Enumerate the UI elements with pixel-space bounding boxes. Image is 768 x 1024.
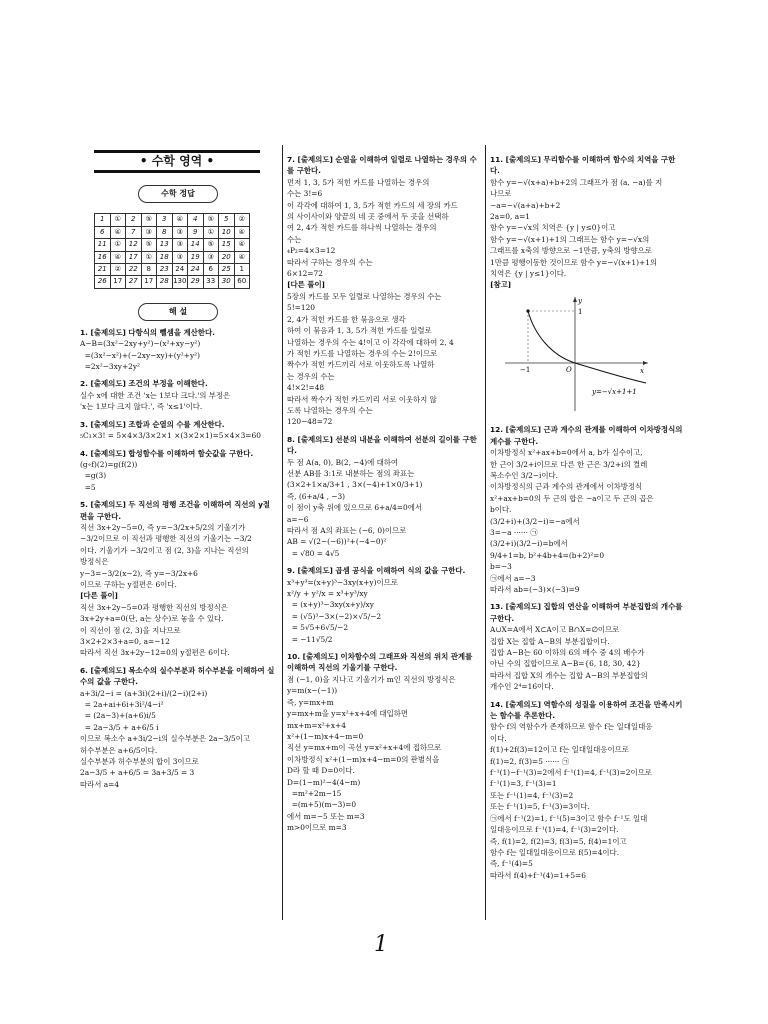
item-line: 아닌 수의 집합이므로 A−B={6, 18, 30, 42} — [490, 659, 641, 669]
item-heading: 10. [출제의도] 이차함수의 그래프와 직선의 위치 관계를 이해하여 직선의 기울기를 구한다. — [287, 652, 473, 673]
question-number: 27 — [126, 276, 142, 288]
item-line: x²+(1−m)x+4−m=0 — [287, 731, 364, 741]
item-line: mx+m=x²+x+4 — [287, 720, 346, 730]
item-line: [다른 풀이] — [80, 591, 119, 601]
question-number: 8 — [157, 226, 173, 238]
item-heading: 13. [출제의도] 집합의 연산을 이해하여 부분집합의 개수를 구한다. — [490, 602, 683, 623]
item-line: 이다. 기울기가 −3/2이고 점 (2, 3)을 지나는 직선의 — [80, 545, 249, 555]
explanation-item — [80, 448, 276, 494]
tick-label: 1 — [578, 307, 583, 316]
explanation-list — [287, 154, 481, 834]
item-line: =m²+2m−15 — [287, 788, 342, 798]
item-line: −a=−√(a+a)+b+2 — [490, 200, 561, 210]
item-line: 5장의 카드를 모두 일렬로 나열하는 경우의 수는 — [287, 291, 442, 301]
item-line: 한 근이 3/2+i이므로 다른 한 근은 3/2+i의 켤레 — [490, 459, 648, 469]
answer-value: 17 — [110, 276, 126, 288]
column-3 — [490, 148, 684, 881]
item-line: 따라서 ab=(−3)×(−3)=9 — [490, 584, 580, 594]
explanation-item — [80, 665, 276, 790]
explanation-item — [287, 651, 481, 834]
item-line: b이다. — [490, 505, 512, 515]
item-line: 따라서 짝수가 적힌 카드끼리 서로 이웃하지 않 — [287, 394, 437, 404]
item-line: f(1)+2f(3)=12이고 f는 일대일대응이므로 — [490, 745, 629, 755]
item-heading: 8. [출제의도] 선분의 내분을 이해하여 선분의 길이를 구한다. — [287, 434, 477, 456]
endpoint — [526, 309, 529, 312]
item-line: 함수 y=−√(x+a)+b+2의 그래프가 점 (a, −a)를 지 — [490, 177, 663, 187]
answer-value: ④ — [234, 226, 250, 238]
answer-table — [94, 213, 250, 288]
item-line: 즉, f⁻¹(4)=5 — [490, 859, 533, 869]
question-number: 29 — [188, 276, 204, 288]
item-heading: 2. [출제의도] 조건의 부정을 이해한다. — [80, 379, 208, 389]
x-label: x — [640, 366, 644, 375]
question-number: 10 — [219, 226, 235, 238]
question-number: 25 — [219, 264, 235, 276]
item-line: 개수인 2⁴=16이다. — [490, 682, 554, 692]
answer-value: ④ — [234, 251, 250, 263]
column-2 — [287, 148, 481, 834]
item-line: 수는 — [287, 234, 302, 244]
answer-value: 60 — [234, 276, 250, 288]
item-line: y−3=−3/2(x−2), 즉 y=−3/2x+6 — [80, 568, 198, 578]
item-line: a=−6 — [287, 514, 309, 524]
item-line: =(m+5)(m−3)=0 — [287, 800, 357, 810]
item-line: (3/2+i)+(3/2−i)=−a에서 — [490, 516, 580, 526]
item-line: 함수 y=−√x의 치역은 {y | y≤0}이고 — [490, 223, 616, 233]
explanation-item — [80, 419, 276, 442]
answer-value: ④ — [110, 226, 126, 238]
item-line: =5 — [80, 482, 96, 492]
item-line: = −11√5/2 — [287, 634, 333, 644]
item-line: 집합 X는 집합 A−B의 부분집합이다. — [490, 636, 610, 646]
item-line: y=m(x−(−1)) — [287, 686, 338, 696]
question-number: 23 — [157, 264, 173, 276]
explanation-item — [490, 601, 684, 692]
explanation-item — [490, 699, 684, 882]
question-number: 30 — [219, 276, 235, 288]
item-line: 5!=120 — [287, 303, 315, 313]
answer-value: 8 — [141, 264, 157, 276]
item-line: 따라서 구하는 경우의 수는 — [287, 257, 373, 267]
item-line: (3×2+1×a/3+1 , 3×(−4)+1×0/3+1) — [287, 480, 423, 490]
item-line: 함수 f의 역함수가 존재하므로 함수 f는 일대일대응 — [490, 722, 653, 732]
item-line: = (x+y)³−3xy(x+y)/xy — [287, 600, 374, 610]
item-line: ₅C₃×3! = 5×4×3/3×2×1 ×(3×2×1)=5×4×3=60 — [80, 431, 261, 441]
item-line: 직선 3x+2y−5=0, 즉 y=−3/2x+5/2의 기울기가 — [80, 522, 246, 532]
item-line: 여 2, 4가 적힌 카드를 하나씩 나열하는 경우의 — [287, 223, 437, 233]
item-heading: 9. [출제의도] 곱셈 공식을 이해하여 식의 값을 구한다. — [287, 566, 466, 576]
item-line: 이차방정식 x²+ax+b=0에서 a, b가 실수이고, — [490, 448, 643, 458]
question-number: 28 — [157, 276, 173, 288]
item-line: x²/y + y²/x = x³+y³/xy — [287, 589, 368, 599]
item-line: = 2a+ai+6i+3i²/4−i² — [80, 700, 164, 710]
answer-value: ③ — [172, 239, 188, 251]
item-heading: 3. [출제의도] 조합과 순열의 수를 계산한다. — [80, 419, 225, 429]
item-line: 나므로 — [490, 189, 512, 199]
item-line: =2x²−3xy+2y² — [80, 362, 140, 372]
item-line: A∪X=A에서 X⊂A이고 B∩X=∅이므로 — [490, 625, 620, 635]
answer-value: ⑤ — [203, 214, 219, 226]
item-line: 수는 3!=6 — [287, 189, 323, 199]
answer-row — [95, 264, 250, 276]
answer-value: ④ — [110, 251, 126, 263]
answer-value: ① — [110, 239, 126, 251]
answer-row — [95, 214, 250, 226]
item-line: 짝수가 적힌 카드끼리 서로 이웃하도록 나열하 — [287, 360, 435, 370]
item-line: D=(1−m)²−4(4−m) — [287, 777, 361, 787]
item-line: 이므로 복소수 a+3i/2−i의 실수부분은 2a−3/5이고 — [80, 734, 250, 744]
question-number: 6 — [95, 226, 111, 238]
item-line: 도록 나열하는 경우의 수는 — [287, 405, 373, 415]
answer-value: ③ — [203, 251, 219, 263]
item-heading: 12. [출제의도] 근과 계수의 관계를 이해하여 이차방정식의 계수를 구한다. — [490, 425, 683, 446]
item-line: 이차방정식의 근과 계수의 관계에서 이차방정식 — [490, 482, 643, 492]
question-number: 2 — [126, 214, 142, 226]
answer-value: ② — [110, 264, 126, 276]
item-line: 이 직선이 점 (2, 3)을 지나므로 — [80, 625, 181, 635]
item-line: 선분 AB를 3:1로 내분하는 점의 좌표는 — [287, 468, 415, 478]
item-line: 또는 f⁻¹(1)=5, f⁻¹(3)=3이다. — [490, 802, 590, 812]
item-line: = 2a−3/5 + a+6/5 i — [80, 722, 159, 732]
item-line: 즉, y=mx+m — [287, 697, 334, 707]
question-number: 9 — [188, 226, 204, 238]
item-line: 1만큼 평행이동한 것이므로 함수 y=−√(x+1)+1의 — [490, 257, 658, 267]
item-line: 일대응이므로 f⁻¹(1)=4, f⁻¹(3)=2이다. — [490, 825, 619, 835]
item-line: 점 (−1, 0)을 지나고 기울기가 m인 직선의 방정식은 — [287, 674, 456, 684]
item-line: 이므로 구하는 y절편은 6이다. — [80, 579, 177, 589]
item-line: 'x는 1보다 크지 않다.', 즉 'x≤1'이다. — [80, 402, 203, 412]
column-divider — [485, 145, 486, 920]
item-line: ㉠에서 a=−3 — [490, 573, 536, 583]
item-line: [참고] — [490, 280, 512, 290]
item-line: f(1)=2, f(3)=5 ······ ㉠ — [490, 756, 570, 766]
function-curve — [528, 311, 646, 383]
answer-value: ④ — [172, 214, 188, 226]
section-title: • 수학 영역 • — [94, 150, 260, 173]
answer-value: ④ — [234, 239, 250, 251]
item-line: 따라서 점 A의 좌표는 (−6, 0)이므로 — [287, 526, 407, 535]
y-label: y — [578, 296, 582, 305]
item-line: 직선 y=mx+m이 곡선 y=x²+x+4에 접하므로 — [287, 743, 442, 753]
x-axis-arrow-icon — [643, 361, 648, 365]
explanation-list — [490, 424, 684, 881]
item-line: 하여 이 묶음과 1, 3, 5가 적힌 카드를 일렬로 — [287, 326, 432, 336]
item-line: 이차방정식 x²+(1−m)x+4−m=0의 판별식을 — [287, 754, 440, 764]
item-line: 함수 y=−√(x+1)+1의 그래프는 함수 y=−√x의 — [490, 234, 650, 244]
explanation-heading: 해 설 — [138, 303, 218, 321]
question-number: 21 — [95, 264, 111, 276]
item-line: 그래프를 x축의 방향으로 −1만큼, y축의 방향으로 — [490, 246, 652, 256]
item-line: 3x+2y+a=0(단, a는 상수)로 놓을 수 있다. — [80, 614, 224, 624]
answer-row — [95, 251, 250, 263]
column-1 — [80, 148, 276, 790]
question-number: 5 — [219, 214, 235, 226]
origin-label: O — [566, 365, 572, 374]
question-number: 15 — [219, 239, 235, 251]
answer-value: 33 — [203, 276, 219, 288]
item-line: f⁻¹(1)=3, f⁻¹(3)=1 — [490, 779, 557, 789]
answer-row — [95, 239, 250, 251]
question-number: 26 — [95, 276, 111, 288]
item-line: 나열하는 경우의 수는 4!이고 이 각각에 대하여 2, 4 — [287, 337, 454, 347]
answer-value: ⑤ — [203, 239, 219, 251]
item-line: = √80 = 4√5 — [287, 548, 340, 558]
question-number: 17 — [126, 251, 142, 263]
item-line: 3×2+2×3+a=0, a=−12 — [80, 637, 170, 646]
item-line: 실수 x에 대한 조건 'x는 1보다 크다.'의 부정은 — [80, 390, 231, 400]
explanation-item — [287, 434, 481, 559]
question-number: 16 — [95, 251, 111, 263]
item-line: (3/2+i)(3/2−i)=b에서 — [490, 539, 568, 549]
question-number: 14 — [188, 239, 204, 251]
item-line: AB = √(2−(−6))²+(−4−0)² — [287, 537, 387, 547]
tick-label: −1 — [520, 365, 531, 374]
item-line: 9/4+1=b, b²+4b+4=(b+2)²=0 — [490, 550, 605, 560]
item-line: 이 점이 y축 위에 있으므로 6+a/4=0에서 — [287, 503, 422, 513]
question-number: 20 — [219, 251, 235, 263]
explanation-list — [490, 154, 684, 291]
item-line: 120−48=72 — [287, 417, 333, 427]
item-line: 직선 3x+2y−5=0과 평행한 직선의 방정식은 — [80, 602, 228, 612]
question-number: 4 — [188, 214, 204, 226]
item-line: = (√5)³−3×(−2)×√5/−2 — [287, 611, 382, 621]
question-number: 22 — [126, 264, 142, 276]
item-line: 4!×2!=48 — [287, 383, 325, 393]
question-number: 13 — [157, 239, 173, 251]
item-heading: 6. [출제의도] 복소수의 실수부분과 허수부분을 이해하여 실수의 값을 구한다. — [80, 665, 275, 687]
item-line: 따라서 집합 X의 개수는 집합 A−B의 부분집합의 — [490, 670, 648, 680]
item-line: =g(3) — [80, 471, 107, 481]
item-line: (g∘f)(2)=g(f(2)) — [80, 459, 138, 469]
answer-heading: 수학 정답 — [138, 185, 218, 203]
item-heading: 7. [출제의도] 순열을 이해하여 일렬로 나열하는 경우의 수를 구한다. — [287, 155, 477, 176]
item-line: 집합 A−B는 60 이하의 6의 배수 중 4의 배수가 — [490, 648, 645, 657]
item-line: 복소수인 3/2−i이다. — [490, 470, 558, 480]
item-line: = 5√5+6√5/−2 — [287, 623, 349, 633]
answer-value: 130 — [172, 276, 188, 288]
item-line: 의 사이사이와 양끝의 네 곳 중에서 두 곳을 선택하 — [287, 212, 449, 222]
item-line: A−B=(3x²−2xy+y²)−(x²+xy−y²) — [80, 339, 201, 349]
explanation-item — [490, 154, 684, 291]
item-line: 함수 f는 일대일대응이므로 f(5)=4이다. — [490, 847, 620, 857]
question-number: 7 — [126, 226, 142, 238]
page-number: 1 — [374, 932, 388, 957]
question-number: 3 — [157, 214, 173, 226]
item-line: 실수부분과 허수부분의 합이 3이므로 — [80, 757, 199, 767]
answer-value: 24 — [172, 264, 188, 276]
answer-value: ③ — [141, 226, 157, 238]
item-line: 는 경우의 수는 — [287, 371, 335, 381]
item-line: 즉, (6+a/4 , −3) — [287, 491, 346, 501]
item-line: = (2a−3)+(a+6)i/5 — [80, 711, 156, 721]
question-number: 11 — [95, 239, 111, 251]
explanation-item — [287, 565, 481, 645]
item-line: 방정식은 — [80, 557, 109, 567]
explanation-item — [80, 378, 276, 412]
answer-value: ⑤ — [141, 214, 157, 226]
item-heading: 5. [출제의도] 두 직선의 평행 조건을 이해하여 직선의 y절편을 구한다. — [80, 500, 271, 521]
answer-value: 6 — [203, 264, 219, 276]
item-line: =(3x²−x²)+(−2xy−xy)+(y²+y²) — [80, 350, 200, 360]
item-line: 즉, f(1)=2, f(2)=3, f(3)=5, f(4)=1이고 — [490, 836, 627, 846]
item-line: −3/2이므로 이 직선과 평행한 직선의 기울기는 −3/2 — [80, 534, 252, 544]
question-number: 24 — [188, 264, 204, 276]
item-line: 따라서 a=4 — [80, 779, 120, 789]
item-line: 2a=0, a=1 — [490, 212, 531, 222]
answer-value: ① — [203, 226, 219, 238]
item-heading: 4. [출제의도] 합성함수를 이해하여 함숫값을 구한다. — [80, 448, 254, 458]
item-line: 에서 m=−5 또는 m=3 — [287, 811, 365, 821]
item-line: x³+y³=(x+y)³−3xy(x+y)이므로 — [287, 577, 398, 587]
item-line: 허수부분은 a+6/5이다. — [80, 745, 158, 755]
item-line: x²+ax+b=0의 두 근의 합은 −a이고 두 근의 곱은 — [490, 493, 654, 503]
item-line: 2a−3/5 + a+6/5 = 3a+3/5 = 3 — [80, 768, 195, 778]
question-number: 12 — [126, 239, 142, 251]
answer-row — [95, 276, 250, 288]
column-divider — [282, 145, 283, 920]
item-heading: 14. [출제의도] 역함수의 성질을 이용하여 조건을 만족시키는 함수를 추론한다. — [490, 699, 683, 721]
answer-value: ① — [141, 251, 157, 263]
explanation-item — [490, 424, 684, 595]
item-line: m>0이므로 m=3 — [287, 823, 347, 833]
y-axis-arrow-icon — [573, 297, 577, 302]
item-line: 두 점 A(a, 0), B(2, −4)에 대하여 — [287, 457, 398, 467]
answer-value: ③ — [172, 226, 188, 238]
item-heading: 1. [출제의도] 다항식의 뺄셈을 계산한다. — [80, 327, 215, 337]
item-line: y=mx+m을 y=x²+x+4에 대입하면 — [287, 709, 409, 719]
item-line: ₄P₂=4×3=12 — [287, 246, 336, 256]
question-number: 18 — [157, 251, 173, 263]
question-number: 1 — [95, 214, 111, 226]
item-line: 3=−a ······ ㉠ — [490, 527, 538, 537]
item-line: 이 각각에 대하여 1, 3, 5가 적힌 카드의 세 장의 카드 — [287, 200, 458, 210]
question-number: 19 — [188, 251, 204, 263]
answer-value: ③ — [172, 251, 188, 263]
answer-value: ① — [110, 214, 126, 226]
item-line: ㉠에서 f⁻¹(2)=1, f⁻¹(5)=3이고 함수 f⁻¹도 일대 — [490, 813, 648, 823]
item-line: 이다. — [490, 733, 507, 743]
answer-value: 1 — [234, 264, 250, 276]
item-line: 따라서 f(4)+f⁻¹(4)=1+5=6 — [490, 870, 586, 880]
answer-row — [95, 226, 250, 238]
item-line: 먼저 1, 3, 5가 적힌 카드를 나열하는 경우의 — [287, 177, 430, 187]
item-line: b=−3 — [490, 562, 512, 572]
item-line: 치역은 {y | y≤1}이다. — [490, 269, 567, 279]
item-line: 2, 4가 적힌 카드를 한 묶음으로 생각 — [287, 314, 406, 324]
answer-value: 17 — [141, 276, 157, 288]
item-line: f⁻¹(1)−f⁻¹(3)=2에서 f⁻¹(1)=4, f⁻¹(3)=2이므로 — [490, 768, 652, 778]
item-line: 또는 f⁻¹(1)=4, f⁻¹(3)=2 — [490, 790, 574, 800]
curve-label: y=−√x+1+1 — [592, 387, 637, 396]
answer-value: ⑤ — [141, 239, 157, 251]
item-line: 가 적힌 카드를 나열하는 경우의 수는 2!이므로 — [287, 348, 438, 358]
function-graph — [500, 293, 650, 413]
item-line: a+3i/2−i = (a+3i)(2+i)/(2−i)(2+i) — [80, 688, 208, 698]
explanation-list — [80, 327, 276, 790]
explanation-item — [287, 154, 481, 428]
answer-value: ② — [234, 214, 250, 226]
item-line: [다른 풀이] — [287, 280, 326, 290]
item-line: D라 할 때 D=0이다. — [287, 766, 355, 776]
item-heading: 11. [출제의도] 무리함수를 이해하여 함수의 치역을 구한다. — [490, 155, 676, 176]
item-line: 따라서 직선 3x+2y−12=0의 y절편은 6이다. — [80, 648, 230, 658]
item-line: 6×12=72 — [287, 269, 323, 279]
explanation-item — [80, 327, 276, 373]
explanation-item — [80, 499, 276, 659]
